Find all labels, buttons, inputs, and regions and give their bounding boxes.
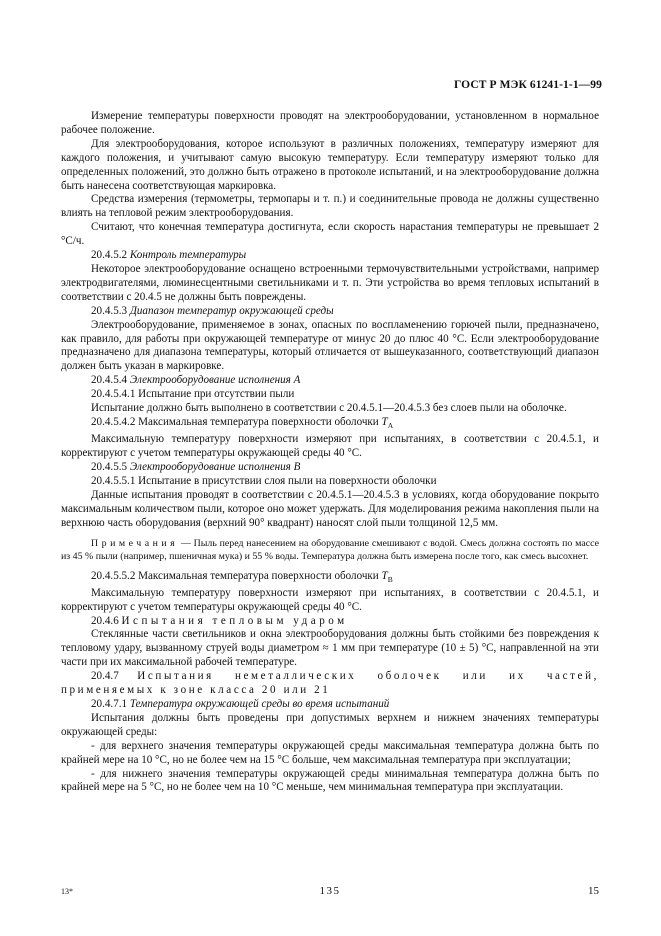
paragraph: Стеклянные части светильников и окна электрооборудования должны быть стойкими без повреждения к тепловому удару, вызванному струей воды диаметром ≈ 1 мм при температуре (10 ± 5) °С, направленной на эти части при их максимальной рабочей температуре. [61, 628, 599, 669]
section-heading [61, 698, 599, 712]
paragraph: Испытание должно быть выполнено в соответствии с 20.4.5.1—20.4.5.3 без слоев пыли на оболочке. [91, 402, 567, 415]
paragraph-text: 20.4.5.5.2 Максимальная температура поверхности оболочки [91, 569, 382, 582]
paragraph: 20.4.5.5.1 Испытание в присутствии слоя пыли на поверхности оболочки [91, 474, 437, 487]
section-title-spaced: Испытания неметаллических оболочек или их частей, применяемых к зоне класса 20 или 21 [61, 670, 599, 697]
paragraph: Некоторое электрооборудование оснащено встроенными термочувствительными устройствами, например электродвигателями, люминесцентными светильниками и т. п. Эти устройства во время тепловых испытаний в соответствии с 20.4.5 не должны быть повреждены. [61, 262, 599, 303]
section-title: Контроль температуры [129, 249, 247, 262]
page-footer [61, 885, 599, 901]
section-title: Температура окружающей среды во время испытаний [129, 697, 390, 710]
section-title-spaced: Испытания тепловым ударом [121, 614, 348, 627]
paragraph: 20.4.5.4.1 Испытание при отсутствии пыли [91, 388, 295, 401]
paragraph: - для нижнего значения температуры окружающей среды минимальная температура должна быть по крайней мере на 5 °С, но не более чем на 10 °С меньше, чем минимальная температура при эксплуатации. [61, 767, 599, 794]
section-number: 20.4.7 [91, 670, 138, 683]
section-number: 20.4.7.1 [91, 697, 130, 710]
section-heading [61, 670, 599, 698]
variable-subscript: A [387, 421, 394, 431]
paragraph: Электрооборудование, применяемое в зонах, опасных по воспламенению горючей пыли, предназначено, как правило, для работы при окружающей температуре от минус 20 до плюс 40 °С. Если электрооборудование предназначено для диапазона температуры, который отличается от вышеуказанного, соответствующий диапазон должен быть указан в маркировке. [61, 318, 599, 373]
section-number: 20.4.6 [91, 614, 122, 627]
section-number: 20.4.5.2 [91, 249, 130, 262]
note-text: — Пыль перед нанесением на оборудование смешивают с водой. Смесь должна состоять по массе из 45 % пыли (например, пшеничная мука) и 55 % воды. Температура должна быть измерена после того, как смесь высохнет. [61, 538, 599, 562]
section-title: Электрооборудование исполнения В [129, 460, 301, 473]
section-heading [61, 374, 599, 388]
paragraph: Максимальную температуру поверхности измеряют при испытаниях, в соответствии с 20.4.5.1, и корректируют с учетом температуры окружающей среды 40 °С. [61, 433, 599, 459]
note-label: Примечания [91, 538, 179, 550]
footer-print-page-number: 135 [319, 885, 341, 897]
page-number: 15 [588, 885, 599, 897]
note [61, 538, 599, 563]
paragraph: Данные испытания проводят в соответствии с 20.4.5.1—20.4.5.3 в условиях, когда оборудование покрыто максимальным количеством пыли, которое оно может удержать. Для моделирования режима накопления пыли на верхнюю часть оборудования (верхний 90° квадрант) наносят слой пыли толщиной 12,5 мм. [61, 488, 599, 529]
section-title: Диапазон температур окружающей среды [129, 304, 334, 317]
section-heading [61, 615, 599, 629]
document-header: ГОСТ Р МЭК 61241-1-1—99 [454, 79, 602, 91]
paragraph-text: 20.4.5.4.2 Максимальная температура поверхности оболочки [91, 415, 382, 428]
section-heading [61, 249, 599, 263]
paragraph: - для верхнего значения температуры окружающей среды максимальная температура должна быть по крайней мере на 10 °С, но не более чем на 15 °С больше, чем максимальная температура при эксплуатации; [61, 739, 599, 766]
document-body [61, 110, 599, 795]
variable-symbol: T [381, 415, 388, 428]
footer-signature-mark: 13* [61, 887, 73, 896]
paragraph: Для электрооборудования, которое используют в различных положениях, температуру измеряют для каждого положения, и учитывают самую высокую температуру. Если температуру измеряют только для определенных положений, это должно быть отражено в протоколе испытаний, и на электрооборудование должна быть нанесена соответствующая маркировка. [61, 137, 599, 192]
variable-subscript: B [387, 574, 393, 584]
section-title: Электрооборудование исполнения А [129, 374, 301, 387]
paragraph: Средства измерения (термометры, термопары и т. п.) и соединительные провода не должны существенно влиять на тепловой режим электрооборудования. [61, 193, 599, 220]
section-number: 20.4.5.3 [91, 304, 130, 317]
paragraph [61, 416, 599, 433]
paragraph: Испытания должны быть проведены при допустимых верхнем и нижнем значениях температуры окружающей среды: [61, 711, 599, 738]
paragraph [61, 570, 599, 587]
section-heading [61, 461, 599, 475]
paragraph: Измерение температуры поверхности проводят на электрооборудовании, установленном в нормальное рабочее положение. [61, 110, 599, 136]
paragraph: Считают, что конечная температура достигнута, если скорость нарастания температуры не превышает 2 °С/ч. [61, 221, 599, 248]
variable-symbol: T [381, 569, 388, 582]
section-heading [61, 305, 599, 319]
section-number: 20.4.5.4 [91, 374, 130, 387]
paragraph: Максимальную температуру поверхности измеряют при испытаниях, в соответствии с 20.4.5.1, и корректируют с учетом температуры окружающей среды 40 °С. [61, 586, 599, 613]
section-number: 20.4.5.5 [91, 460, 130, 473]
